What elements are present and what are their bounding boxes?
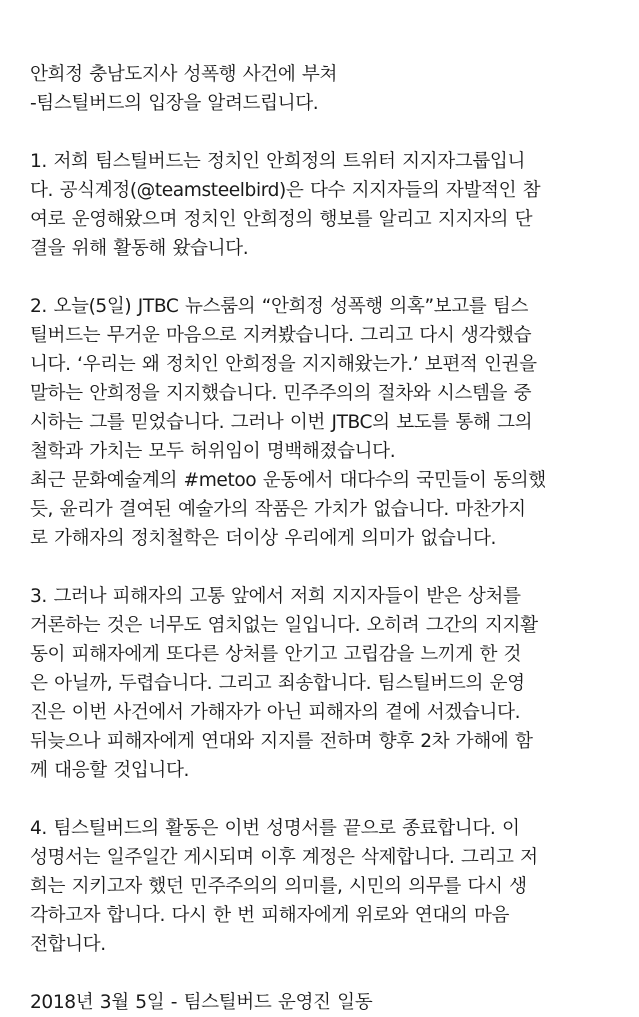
statement-header (30, 60, 620, 118)
paragraph-line: 철학과 가치는 모두 허위임이 명백해졌습니다. (30, 441, 396, 462)
paragraph-line: 은 아닐까, 두렵습니다. 그리고 죄송합니다. 팀스틸버드의 운영 (30, 673, 525, 694)
paragraph-line: 희는 지키고자 했던 민주주의의 의미를, 시민의 의무를 다시 생 (30, 876, 527, 897)
paragraph-1 (30, 147, 620, 263)
statement-document (30, 60, 620, 1017)
paragraph-line: 각하고자 합니다. 다시 한 번 피해자에게 위로와 연대의 마음 (30, 905, 510, 926)
paragraph-line: 틸버드는 무거운 마음으로 지켜봤습니다. 그리고 다시 생각했습 (30, 325, 532, 346)
paragraph-line: 최근 문화예술계의 #metoo 운동에서 대다수의 국민들이 동의했 (30, 470, 546, 491)
paragraph-line: 뒤늦으나 피해자에게 연대와 지지를 전하며 향후 2차 가해에 함 (30, 731, 533, 752)
signature-line: 2018년 3월 5일 - 팀스틸버드 운영진 일동 (30, 992, 373, 1013)
paragraph-line: 거론하는 것은 너무도 염치없는 일입니다. 오히려 그간의 지지활 (30, 615, 538, 636)
paragraph-line: 성명서는 일주일간 게시되며 이후 계정은 삭제합니다. 그리고 저 (30, 847, 538, 868)
paragraph-line: 께 대응할 것입니다. (30, 760, 190, 781)
paragraph-line: 시하는 그를 믿었습니다. 그러나 이번 JTBC의 보도를 통해 그의 (30, 412, 533, 433)
paragraph-3 (30, 582, 620, 785)
paragraph-line: 다. 공식계정(@teamsteelbird)은 다수 지지자들의 자발적인 참 (30, 180, 541, 201)
paragraph-line: 1. 저희 팀스틸버드는 정치인 안희정의 트위터 지지자그룹입니 (30, 151, 526, 172)
statement-title: 안희정 충남도지사 성폭행 사건에 부쳐 (30, 64, 338, 85)
paragraph-line: 동이 피해자에게 또다른 상처를 안기고 고립감을 느끼게 한 것 (30, 644, 522, 665)
paragraph-line: 진은 이번 사건에서 가해자가 아닌 피해자의 곁에 서겠습니다. (30, 702, 521, 723)
paragraph-line: 듯, 윤리가 결여된 예술가의 작품은 가치가 없습니다. 마찬가지 (30, 499, 526, 520)
paragraph-line: 3. 그러나 피해자의 고통 앞에서 저희 지지자들이 받은 상처를 (30, 586, 521, 607)
signature-block (30, 988, 620, 1017)
paragraph-line: 말하는 안희정을 지지했습니다. 민주주의의 절차와 시스템을 중 (30, 383, 532, 404)
paragraph-line: 니다. ‘우리는 왜 정치인 안희정을 지지해왔는가.’ 보편적 인권을 (30, 354, 537, 375)
statement-subtitle: -팀스틸버드의 입장을 알려드립니다. (30, 93, 319, 114)
paragraph-line: 4. 팀스틸버드의 활동은 이번 성명서를 끝으로 종료합니다. 이 (30, 818, 520, 839)
paragraph-line: 결을 위해 활동해 왔습니다. (30, 238, 249, 259)
paragraph-4 (30, 814, 620, 959)
paragraph-line: 전합니다. (30, 934, 106, 955)
paragraph-line: 여로 운영해왔으며 정치인 안희정의 행보를 알리고 지지자의 단 (30, 209, 533, 230)
paragraph-line: 로 가해자의 정치철학은 더이상 우리에게 의미가 없습니다. (30, 528, 497, 549)
paragraph-line: 2. 오늘(5일) JTBC 뉴스룸의 “안희정 성폭행 의혹”보고를 팀스 (30, 296, 529, 317)
paragraph-2 (30, 292, 620, 553)
